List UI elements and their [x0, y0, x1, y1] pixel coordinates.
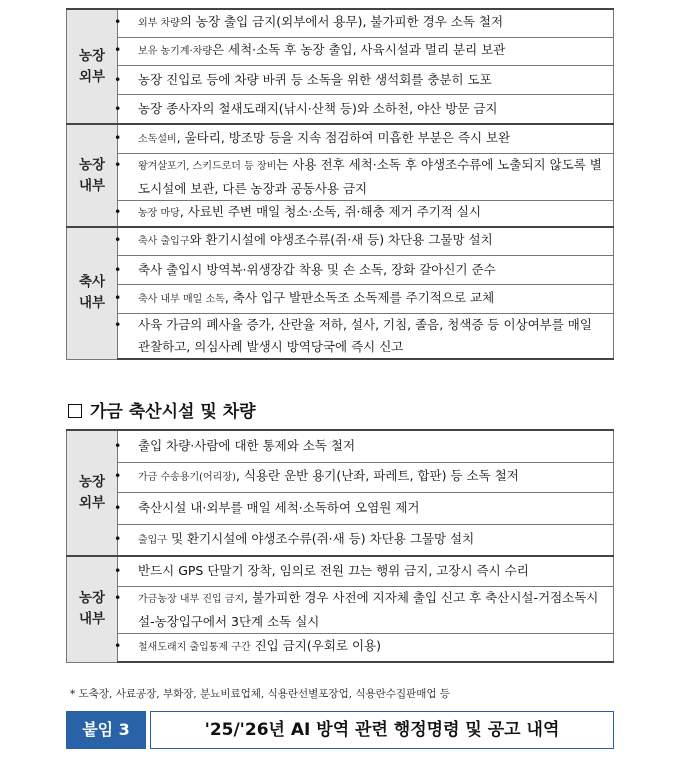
item-small-prefix: 가금 수송용기(어리장) [138, 472, 236, 483]
item-small-prefix: 외부 차량 [138, 18, 180, 30]
item-small-prefix: 축사 출입구 [138, 236, 190, 248]
footnote: * 도축장, 사료공장, 부화장, 분뇨비료업체, 식용란선별포장업, 식용란수집판매업 등 [70, 688, 451, 700]
category-label: 내부 [78, 611, 106, 628]
list-item [114, 430, 614, 462]
item-text: 농장 종사자의 철새도래지(낚시·산책 등)와 소하천, 야산 방문 금지 [138, 100, 498, 116]
list-item [114, 227, 614, 255]
item-small-prefix: 농장 마당 [138, 208, 180, 220]
category-label: 내부 [78, 177, 106, 194]
table-row [67, 556, 614, 586]
category-label: 내부 [78, 295, 106, 312]
item-text: 반드시 GPS 단말기 장착, 임의로 전원 끄는 행위 금지, 고장시 즉시 수리 [138, 563, 529, 579]
category-label: 농장 [78, 474, 106, 490]
bullet-icon: • [114, 71, 122, 87]
item-text: , 울타리, 방조망 등을 지속 점검하여 미흡한 부분은 즉시 보완 [176, 129, 511, 145]
bullet-icon: • [114, 14, 122, 30]
annex-tag: 붙임 3 [66, 711, 146, 749]
bullet-icon: • [114, 563, 122, 579]
list-item [114, 313, 614, 359]
item-text: 축산시설 내·외부를 매일 세척·소독하여 오염원 제거 [138, 500, 420, 515]
table-row [67, 313, 614, 359]
list-item [114, 556, 614, 586]
square-bullet-icon [68, 404, 82, 418]
table-row [67, 524, 614, 556]
bullet-icon: • [114, 100, 122, 116]
item-text: 진입 금지(우회로 이용) [250, 638, 381, 654]
category-cell [67, 430, 118, 556]
bullet-icon: • [114, 204, 122, 220]
list-item [114, 524, 614, 556]
category-cell [67, 556, 118, 662]
category-label: 농장 [78, 590, 106, 607]
category-label: 축사 [78, 274, 106, 291]
bullet-icon: • [114, 232, 122, 248]
list-item [114, 284, 614, 313]
bullet-icon: • [114, 500, 122, 515]
table-row [67, 633, 614, 662]
category-cell [67, 9, 118, 124]
bullet-icon: • [114, 42, 122, 57]
list-item [114, 255, 614, 284]
list-item [114, 124, 614, 153]
table-row [67, 430, 614, 462]
table-row [67, 124, 614, 153]
table-row [67, 200, 614, 227]
annex-title: '25/'26년 AI 방역 관련 행정명령 및 공고 내역 [150, 711, 614, 749]
item-text: 농장 진입로 등에 차량 바퀴 등 소독을 위한 생석회를 충분히 도포 [138, 71, 492, 87]
table-row [67, 37, 614, 65]
bullet-icon: • [114, 261, 122, 277]
item-small-prefix: 축사 내부 매일 소독 [138, 293, 225, 305]
table-row [67, 586, 614, 633]
item-text: 은 세척·소독 후 농장 출입, 사육시설과 멀리 분리 보관 [211, 42, 506, 57]
table-row [67, 462, 614, 492]
list-item [114, 37, 614, 65]
category-label: 농장 [78, 47, 106, 64]
table-row [67, 284, 614, 313]
table-row [67, 227, 614, 255]
category-label: 외부 [78, 495, 106, 511]
item-text: , 불가피한 경우 사전에 지자체 출입 신고 후 축산시설-거점소독시설-농장입구에서 3단계 소독 실시 [138, 589, 599, 629]
bullet-icon: • [114, 316, 122, 332]
item-small-prefix: 출입구 [138, 534, 167, 546]
item-text: 의 농장 출입 금지(외부에서 용무), 불가피한 경우 소독 철저 [179, 14, 504, 30]
bullet-icon: • [114, 530, 122, 546]
item-text: , 식용란 운반 용기(난좌, 파레트, 합판) 등 소독 철저 [235, 468, 519, 483]
table-row [67, 153, 614, 200]
section-heading-text: 가금 축산시설 및 차량 [90, 402, 256, 422]
list-item [114, 9, 614, 37]
poultry-facility-table [66, 429, 614, 663]
category-label: 외부 [78, 68, 106, 85]
list-item [114, 94, 614, 124]
bullet-icon: • [114, 638, 122, 654]
item-small-prefix: 가금농장 내부 진입 금지 [138, 593, 245, 605]
table-row [67, 492, 614, 524]
item-text: , 축사 입구 발판소독조 소독제를 주기적으로 교체 [224, 289, 495, 305]
table-row [67, 255, 614, 284]
item-small-prefix: 철새도래지 출입통제 구간 [138, 642, 251, 654]
list-item [114, 200, 614, 227]
table-row [67, 65, 614, 94]
item-text: , 사료빈 주변 매일 청소·소독, 쥐·해충 제거 주기적 실시 [179, 204, 482, 220]
list-item [114, 65, 614, 94]
item-small-prefix: 왕겨살포기, 스키드로더 등 장비 [138, 160, 277, 172]
item-small-prefix: 보유 농기계·차량 [138, 46, 212, 57]
bullet-icon: • [114, 129, 122, 145]
item-small-prefix: 소독설비 [138, 133, 177, 145]
item-text: 사육 가금의 폐사율 증가, 산란율 저하, 설사, 기침, 졸음, 청색증 등 이상여부를 매일 관찰하고, 의심사례 발생시 방역당국에 즉시 신고 [138, 316, 592, 354]
table-row [67, 94, 614, 124]
list-item [114, 153, 614, 200]
item-text: 및 환기시설에 야생조수류(쥐·새 등) 차단용 그물망 설치 [166, 530, 475, 546]
list-item [114, 586, 614, 633]
bullet-icon: • [114, 156, 122, 172]
category-cell [67, 124, 118, 227]
bullet-icon: • [114, 468, 122, 483]
item-text: 는 사용 전후 세척·소독 후 야생조수류에 노출되지 않도록 별도시설에 보관, 다른 농장과 공동사용 금지 [138, 156, 602, 196]
category-label: 농장 [78, 156, 106, 173]
bullet-icon: • [114, 589, 122, 605]
farm-biosecurity-table [66, 8, 614, 360]
list-item [114, 633, 614, 662]
list-item [114, 492, 614, 524]
annex-banner [66, 711, 614, 749]
item-text: 출입 차량·사람에 대한 통제와 소독 철저 [138, 438, 356, 454]
item-text: 와 환기시설에 야생조수류(쥐·새 등) 차단용 그물망 설치 [189, 232, 493, 248]
list-item [114, 462, 614, 492]
category-cell [67, 227, 118, 359]
bullet-icon: • [114, 289, 122, 305]
item-text: 축사 출입시 방역복·위생장갑 착용 및 손 소독, 장화 갈아신기 준수 [138, 261, 496, 277]
section-heading [68, 397, 256, 422]
bullet-icon: • [114, 438, 122, 454]
table-row [67, 9, 614, 37]
